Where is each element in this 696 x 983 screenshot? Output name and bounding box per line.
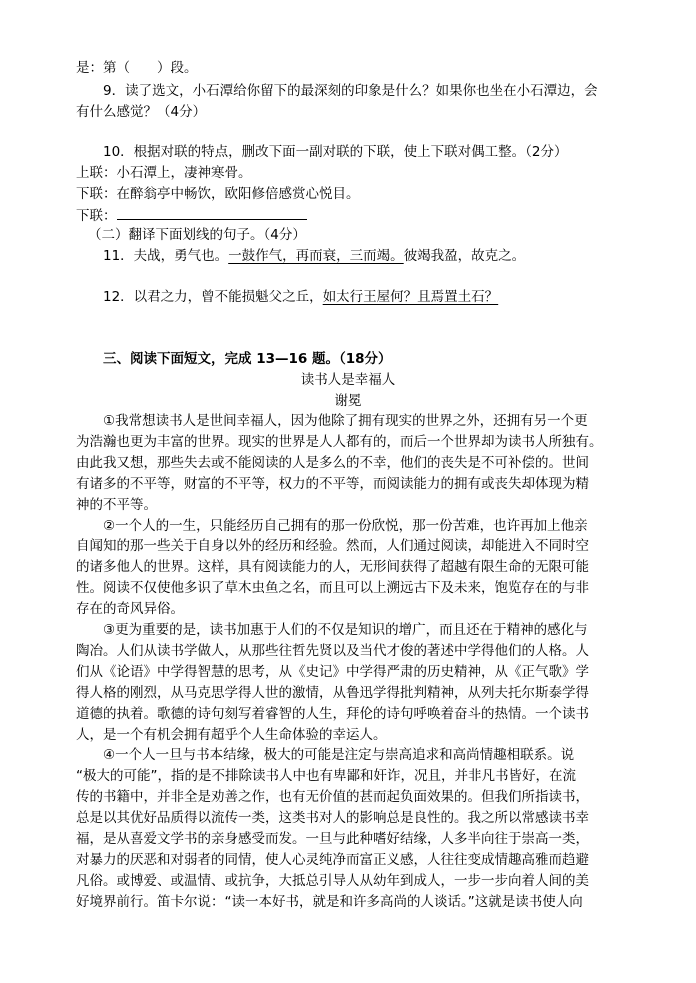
passage-line: 陶冶。人们从读书学做人，从那些往哲先贤以及当代才俊的著述中学得他们的人格。人 <box>76 642 589 659</box>
q12 <box>103 287 498 307</box>
passage-line: 道德的执着。歌德的诗句刻写着睿智的人生，拜伦的诗句呼唤着奋斗的热情。一个读书 <box>76 705 589 722</box>
passage-line: 的诸多他人的世界。这样，具有阅读能力的人，无形间获得了超越有限生命的无限可能 <box>76 559 589 576</box>
q12-underlined-sentence: 如太行王屋何？且焉置土石？ <box>322 289 499 305</box>
q10-upper-couplet: 上联：小石潭上，凄神寒骨。 <box>76 165 252 181</box>
q11-underlined-sentence: 一鼓作气，再而衰，三而竭。 <box>228 248 404 264</box>
section3-heading: 三、阅读下面短文，完成 13—16 题。（18分） <box>103 351 392 367</box>
passage-line: 得人格的刚烈，从马克思学得人世的激情，从鲁迅学得批判精神，从列夫托尔斯泰学得 <box>76 684 589 701</box>
passage-line: 存在的奇风异俗。 <box>76 601 184 618</box>
passage-line: 有诸多的不平等，财富的不平等，权力的不平等，而阅读能力的拥有或丧失却体现为精 <box>76 475 589 492</box>
passage-line: 性。阅读不仅使他多识了草木虫鱼之名，而且可以上溯远古下及未来，饱览存在的与非 <box>76 580 589 597</box>
q11 <box>103 246 525 266</box>
q10-stem: 10．根据对联的特点，删改下面一副对联的下联，使上下联对偶工整。（2分） <box>103 144 568 160</box>
passage-line: ④一个人一旦与书本结缘，极大的可能是注定与崇高追求和高尚情趣相联系。说 <box>103 747 575 764</box>
passage-line: 神的不平等。 <box>76 496 157 513</box>
q10-answer-line <box>76 205 307 226</box>
q8-tail: 是：第（ ）段。 <box>76 60 198 76</box>
passage-line: ③更为重要的是，读书加惠于人们的不仅是知识的增广，而且还在于精神的感化与 <box>103 622 588 638</box>
q11-prefix: 11．夫战，勇气也。 <box>103 248 229 264</box>
q9-line-2: 有什么感觉？（4分） <box>76 104 207 120</box>
q10-answer-blank[interactable] <box>117 205 307 220</box>
passage-author: 谢冕 <box>334 393 362 409</box>
passage-line: 好境界前行。笛卡尔说：“读一本好书，就是和许多高尚的人谈话。”这就是读书使人向 <box>76 893 583 910</box>
passage-line: “极大的可能”，指的是不排除读书人中也有卑鄙和奸诈，况且，并非凡书皆好，在流 <box>76 768 576 785</box>
passage-line: 福，是从喜爱文学书的亲身感受而发。一旦与此种嗜好结缘，人多半向往于崇高一类， <box>76 831 589 847</box>
passage-line: 总是以其优好品质得以流传一类，这类书对人的影响总是良性的。我之所以常感读书幸 <box>76 810 589 827</box>
passage-line: 对暴力的厌恶和对弱者的同情，使人心灵纯净而富正义感，人往往变成情趣高雅而趋避 <box>76 851 589 868</box>
q9-line-1: 9．读了选文，小石潭给你留下的最深刻的印象是什么？如果你也坐在小石潭边，会 <box>103 83 598 99</box>
passage-line: 凡俗。或博爱、或温情、或抗争，大抵总引导人从幼年到成人，一步一步向着人间的美 <box>76 872 589 889</box>
section2-title: （二）翻译下面划线的句子。（4分） <box>88 227 306 243</box>
passage-title: 读书人是幸福人 <box>300 372 396 388</box>
q10-answer-label: 下联： <box>76 208 117 224</box>
passage-line: ①我常想读书人是世间幸福人，因为他除了拥有现实的世界之外，还拥有另一个更 <box>103 413 588 429</box>
passage-line: 为浩瀚也更为丰富的世界。现实的世界是人人都有的，而后一个世界却为读书人所独有。 <box>76 433 603 450</box>
q12-prefix: 12．以君之力，曾不能损魁父之丘， <box>103 289 323 305</box>
passage-line: 传的书籍中，并非全是劝善之作，也有无价值的甚而起负面效果的。但我们所指读书， <box>76 789 589 806</box>
passage-line: 们从《论语》中学得智慧的思考，从《史记》中学得严肃的历史精神，从《正气歌》学 <box>76 663 589 680</box>
passage-line: 人，是一个有机会拥有超乎个人生命体验的幸运人。 <box>76 726 387 743</box>
q11-suffix: 彼竭我盈，故克之。 <box>403 248 526 264</box>
q10-lower-couplet: 下联：在醉翁亭中畅饮，欧阳修倍感赏心悦目。 <box>76 186 360 202</box>
passage-line: 自闻知的那一些关于自身以外的经历和经验。然而，人们通过阅读，却能进入不同时空 <box>76 538 589 555</box>
passage-line: 由此我又想，那些失去或不能阅读的人是多么的不幸，他们的丧失是不可补偿的。世间 <box>76 454 589 471</box>
passage-line: ②一个人的一生，只能经历自己拥有的那一份欣悦，那一份苦难，也许再加上他亲 <box>103 517 588 534</box>
